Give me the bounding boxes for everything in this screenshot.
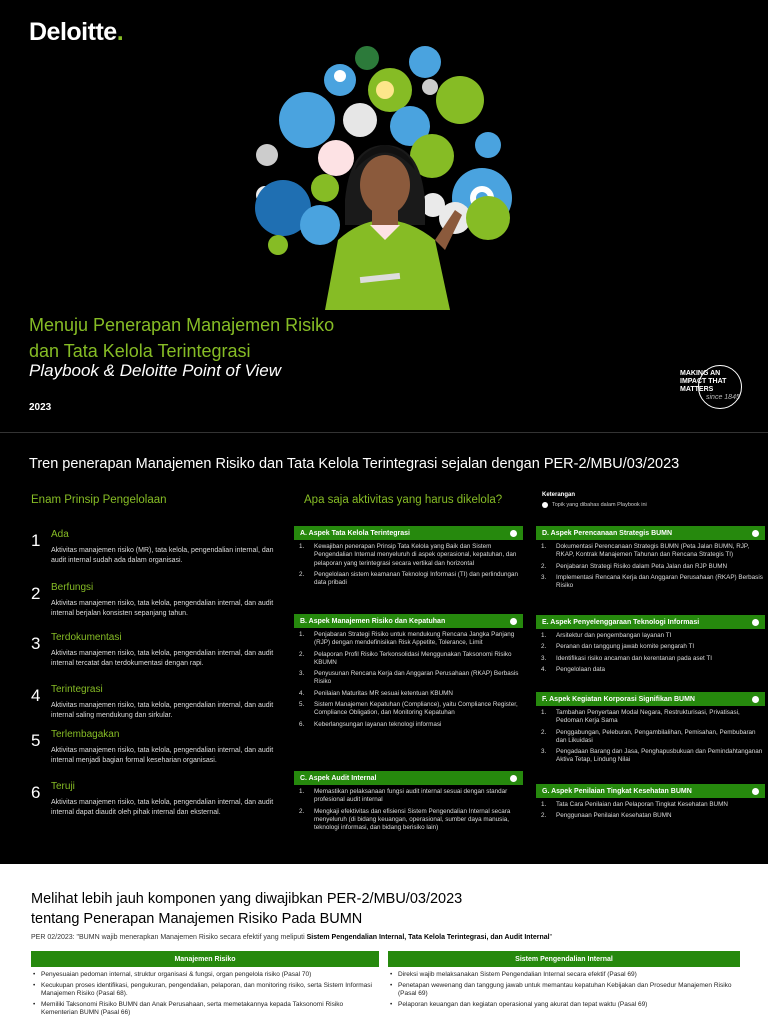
legend-dot-icon (542, 502, 548, 508)
circuit-icon (466, 196, 510, 240)
flask-icon (318, 140, 354, 176)
impact-badge: MAKING AN IMPACT THAT MATTERS since 1845 (680, 370, 740, 420)
aspect-b: B. Aspek Manajemen Risiko dan Kepatuhan 1. Penjabaran Strategi Risiko untuk mendukung Rencana Jangka Panjang (RJP) dengan mendefinisikan Risk Appetite, Tolerance, Limit 2. Pelaporan Profil Risiko Terkonsolidasi Menggunakan Taksonomi Risiko KBUMN 3. Penyusunan Rencana Kerja dan Anggaran Perusahaan (RKAP) Berbasis Risiko 4. Penilaian Maturitas MR sesuai ketentuan KBUMN 5. Sistem Manajemen Kepatuhan (Compliance), yaitu Compliance Register, Compliance Obligation, dan Monitoring Kepatuhan 6. Keberlangsungan layanan teknologi informasi (294, 614, 523, 732)
risk-management-list (31, 971, 379, 1020)
search-icon (268, 235, 288, 255)
satellite-icon (436, 76, 484, 124)
trend-section: Tren penerapan Manajemen Risiko dan Tata Kelola Terintegrasi sejalan dengan PER-2/MBU/03/2023 Enam Prinsip Pengelolaan Apa saja aktivitas yang harus dikelola? Keterangan Topik yang dibahas dalam Playbook ini 1 Ada Aktivitas manajemen risiko (MR), tata kelola, pengendalian internal, dan audit internal sudah ada dalam organisasi. 2 Berfungsi Aktivitas manajemen risiko, tata kelola, pengendalian internal, dan audit internal berjalan konsisten sepanjang tahun. 3 Terdokumentasi Aktivitas manajemen risiko, tata kelola, pengendalian internal, dan audit internal tercatat dan terdokumentasi dengan rapi. 4 Terintegrasi Aktivitas manajemen risiko, tata kelola, pengendalian internal, dan audit internal saling mendukung dan sirkular. 5 Terlembagakan Aktivitas manajemen risiko, tata kelola, pengendalian internal, dan audit internal menjadi bagian formal keseharian organisasi. 6 Teruji Aktivitas manajemen risiko, tata kelola, pengendalian internal, dan audit internal dapat diaudit oleh pihak internal dan eksternal. A. Aspek Tata Kelola Terintegrasi 1. Kewajiban penerapan Prinsip Tata Kelola yang Baik dan Sistem Pengendalian Internal menyeluruh di aspek operasional, kepatuhan, dan pelaporan yang terintegrasi secara vertikal dan horizontal 2. Pengelolaan sistem keamanan Teknologi Informasi (TI) dan perlindungan data pribadi B. Aspek Manajemen Risiko dan Kepatuhan 1. Penjabaran Strategi Risiko untuk mendukung Rencana Jangka Panjang (RJP) dengan mendefinisikan Risk Appetite, Tolerance, Limit 2. Pelaporan Profil Risiko Terkonsolidasi Menggunakan Taksonomi Risiko KBUMN 3. Penyusunan Rencana Kerja dan Anggaran Perusahaan (RKAP) Berbasis Risiko 4. Penilaian Maturitas MR sesuai ketentuan KBUMN 5. Sistem Manajemen Kepatuhan (Compliance), yaitu Compliance Register, Compliance Obligation, dan Monitoring Kepatuhan 6. Keberlangsungan layanan teknologi informasi C. Aspek Audit Internal 1. Memastikan pelaksanaan fungsi audit internal sesuai dengan standar profesional audit internal 2. Mengkaji efektivitas dan efisiensi Sistem Pengendalian Internal secara menyeluruh (di bidang keuangan, operasional, sumber daya manusia, teknologi informasi, dan bidang berisiko lain) D. Aspek Perencanaan Strategis BUMN 1. Dokumentasi Perencanaan Strategis BUMN (Peta Jalan BUMN, RJP, RKAP, Kontrak Manajemen Tahunan dan Rencana Strategis TI) 2. Penjabaran Strategi Risiko dalam Peta Jalan dan RJP BUMN 3. Implementasi Rencana Kerja dan Anggaran Perusahaan (RKAP) Berbasis Risiko E. Aspek Penyelenggaraan Teknologi Informasi 1. Arsitektur dan pengembangan layanan TI 2. Peranan dan tanggung jawab komite pengarah TI 3. Identifikasi risiko ancaman dan kerentanan pada aset TI 4. Pengelolaan data F. Aspek Kegiatan Korporasi Signifikan BUMN 1. Tambahan Penyertaan Modal Negara, Restrukturisasi, Privatisasi, Pedoman Kerja Sama 2. Penggabungan, Peleburan, Pengambilalihan, Pemisahan, Pembubaran dan Likuidasi 3. Pengadaan Barang dan Jasa, Penghapusbukuan dan Pemindahtanganan Aktiva Tetap, Lindung Nilai G. Aspek Penilaian Tingkat Kesehatan BUMN 1. Tata Cara Penilaian dan Pelaporan Tingkat Kesehatan BUMN 2. Penggunaan Penilaian Kesehatan BUMN (0, 433, 768, 863)
aspect-f: F. Aspek Kegiatan Korporasi Signifikan BUMN 1. Tambahan Penyertaan Modal Negara, Restrukturisasi, Privatisasi, Pedoman Kerja Sama 2. Penggabungan, Peleburan, Pengambilalihan, Pemisahan, Pembubaran dan Likuidasi 3. Pengadaan Barang dan Jasa, Penghapusbukuan dan Pemindahtanganan Aktiva Tetap, Lindung Nilai (536, 692, 765, 768)
topic-dot-icon (752, 696, 759, 703)
gear-small-icon (422, 79, 438, 95)
list-item: • Direksi wajib melaksanakan Sistem Pengendalian Internal secara efektif (Pasal 69) (388, 971, 740, 980)
network-icon (355, 46, 379, 70)
cover-title: Menuju Penerapan Manajemen Risiko dan Tata Kelola Terintegrasi (29, 315, 335, 361)
aspect-c: C. Aspek Audit Internal 1. Memastikan pelaksanaan fungsi audit internal sesuai dengan standar profesional audit internal 2. Mengkaji efektivitas dan efisiensi Sistem Pengendalian Internal secara menyeluruh (di bidang keuangan, operasional, sumber daya manusia, teknologi informasi, dan bidang berisiko lain) (294, 771, 523, 835)
dna-helix-icon (311, 174, 339, 202)
aspect-a: A. Aspek Tata Kelola Terintegrasi 1. Kewajiban penerapan Prinsip Tata Kelola yang Baik dan Sistem Pengendalian Internal menyeluruh di aspek operasional, kepatuhan, dan pelaporan yang terintegrasi secara vertikal dan horizontal 2. Pengelolaan sistem keamanan Teknologi Informasi (TI) dan perlindungan data pribadi (294, 526, 523, 590)
col-head-risk-management: Manajemen Risiko (31, 951, 379, 967)
components-title: Melihat lebih jauh komponen yang diwajibkan PER-2/MBU/03/2023 tentang Penerapan Manajemen Risiko Pada BUMN (31, 891, 463, 927)
risk-management-illustration (250, 40, 520, 310)
list-item: • Memiliki Taksonomi Risiko BUMN dan Anak Perusahaan, serta memetakannya kepada Taksonomi Risiko Kementerian BUMN (Pasal 66) (31, 1001, 379, 1018)
topic-dot-icon (510, 775, 517, 782)
puzzle-icon (279, 92, 335, 148)
topic-dot-icon (510, 530, 517, 537)
cover-section (0, 0, 768, 432)
aspect-d: D. Aspek Perencanaan Strategis BUMN 1. Dokumentasi Perencanaan Strategis BUMN (Peta Jalan BUMN, RJP, RKAP, Kontrak Manajemen Tahunan dan Rencana Strategis TI) 2. Penjabaran Strategi Risiko dalam Peta Jalan dan RJP BUMN 3. Implementasi Rencana Kerja dan Anggaran Perusahaan (RKAP) Berbasis Risiko (536, 526, 765, 593)
settings-icon (300, 205, 340, 245)
list-item: • Penyesuaian pedoman internal, struktur organisasi & fungsi, organ pengelola risiko (Pasal 70) (31, 971, 379, 980)
topic-dot-icon (752, 788, 759, 795)
cover-subtitle: Playbook & Deloitte Point of View (29, 361, 281, 380)
cover-year: 2023 (29, 402, 52, 413)
aspect-e: E. Aspek Penyelenggaraan Teknologi Informasi 1. Arsitektur dan pengembangan layanan TI 2. Peranan dan tanggung jawab komite pengarah TI 3. Identifikasi risiko ancaman dan kerentanan pada aset TI 4. Pengelolaan data (536, 615, 765, 677)
topic-dot-icon (752, 619, 759, 626)
list-item: • Pelaporan keuangan dan kegiatan operasional yang akurat dan tepat waktu (Pasal 69) (388, 1001, 740, 1010)
deloitte-logo: Deloitte. (29, 18, 124, 46)
topic-dot-icon (752, 530, 759, 537)
activities-heading: Apa saja aktivitas yang harus dikelola? (304, 494, 503, 506)
impact-circle-icon (698, 365, 742, 409)
camera-icon (409, 46, 441, 78)
list-item: • Penetapan wewenang dan tanggung jawab untuk memantau kepatuhan Kebijakan dan Prosedur Manajemen Risiko (Pasal 69) (388, 982, 740, 999)
per-quote: PER 02/2023: "BUMN wajib menerapkan Manajemen Risiko secara efektif yang meliputi Sistem Pengendalian Internal, Tata Kelola Terintegrasi, dan Audit Internal" (31, 934, 553, 941)
chart-icon (475, 132, 501, 158)
components-section (0, 864, 768, 1024)
legend: Keterangan Topik yang dibahas dalam Playbook ini (542, 492, 647, 508)
trend-title: Tren penerapan Manajemen Risiko dan Tata Kelola Terintegrasi sejalan dengan PER-2/MBU/03/2023 (29, 456, 680, 472)
principles-heading: Enam Prinsip Pengelolaan (31, 494, 167, 506)
list-item: • Kecukupan proses identifikasi, pengukuran, pengendalian, pelaporan, dan monitoring risiko, serta Sistem Informasi Manajemen Risiko (Pasal 68). (31, 982, 379, 999)
aspect-g: G. Aspek Penilaian Tingkat Kesehatan BUMN 1. Tata Cara Penilaian dan Pelaporan Tingkat Kesehatan BUMN 2. Penggunaan Penilaian Kesehatan BUMN (536, 784, 765, 824)
dna-icon (343, 103, 377, 137)
topic-dot-icon (510, 618, 517, 625)
person-icon (256, 144, 278, 166)
internal-control-list (388, 971, 740, 1011)
col-head-internal-control: Sistem Pengendalian Internal (388, 951, 740, 967)
